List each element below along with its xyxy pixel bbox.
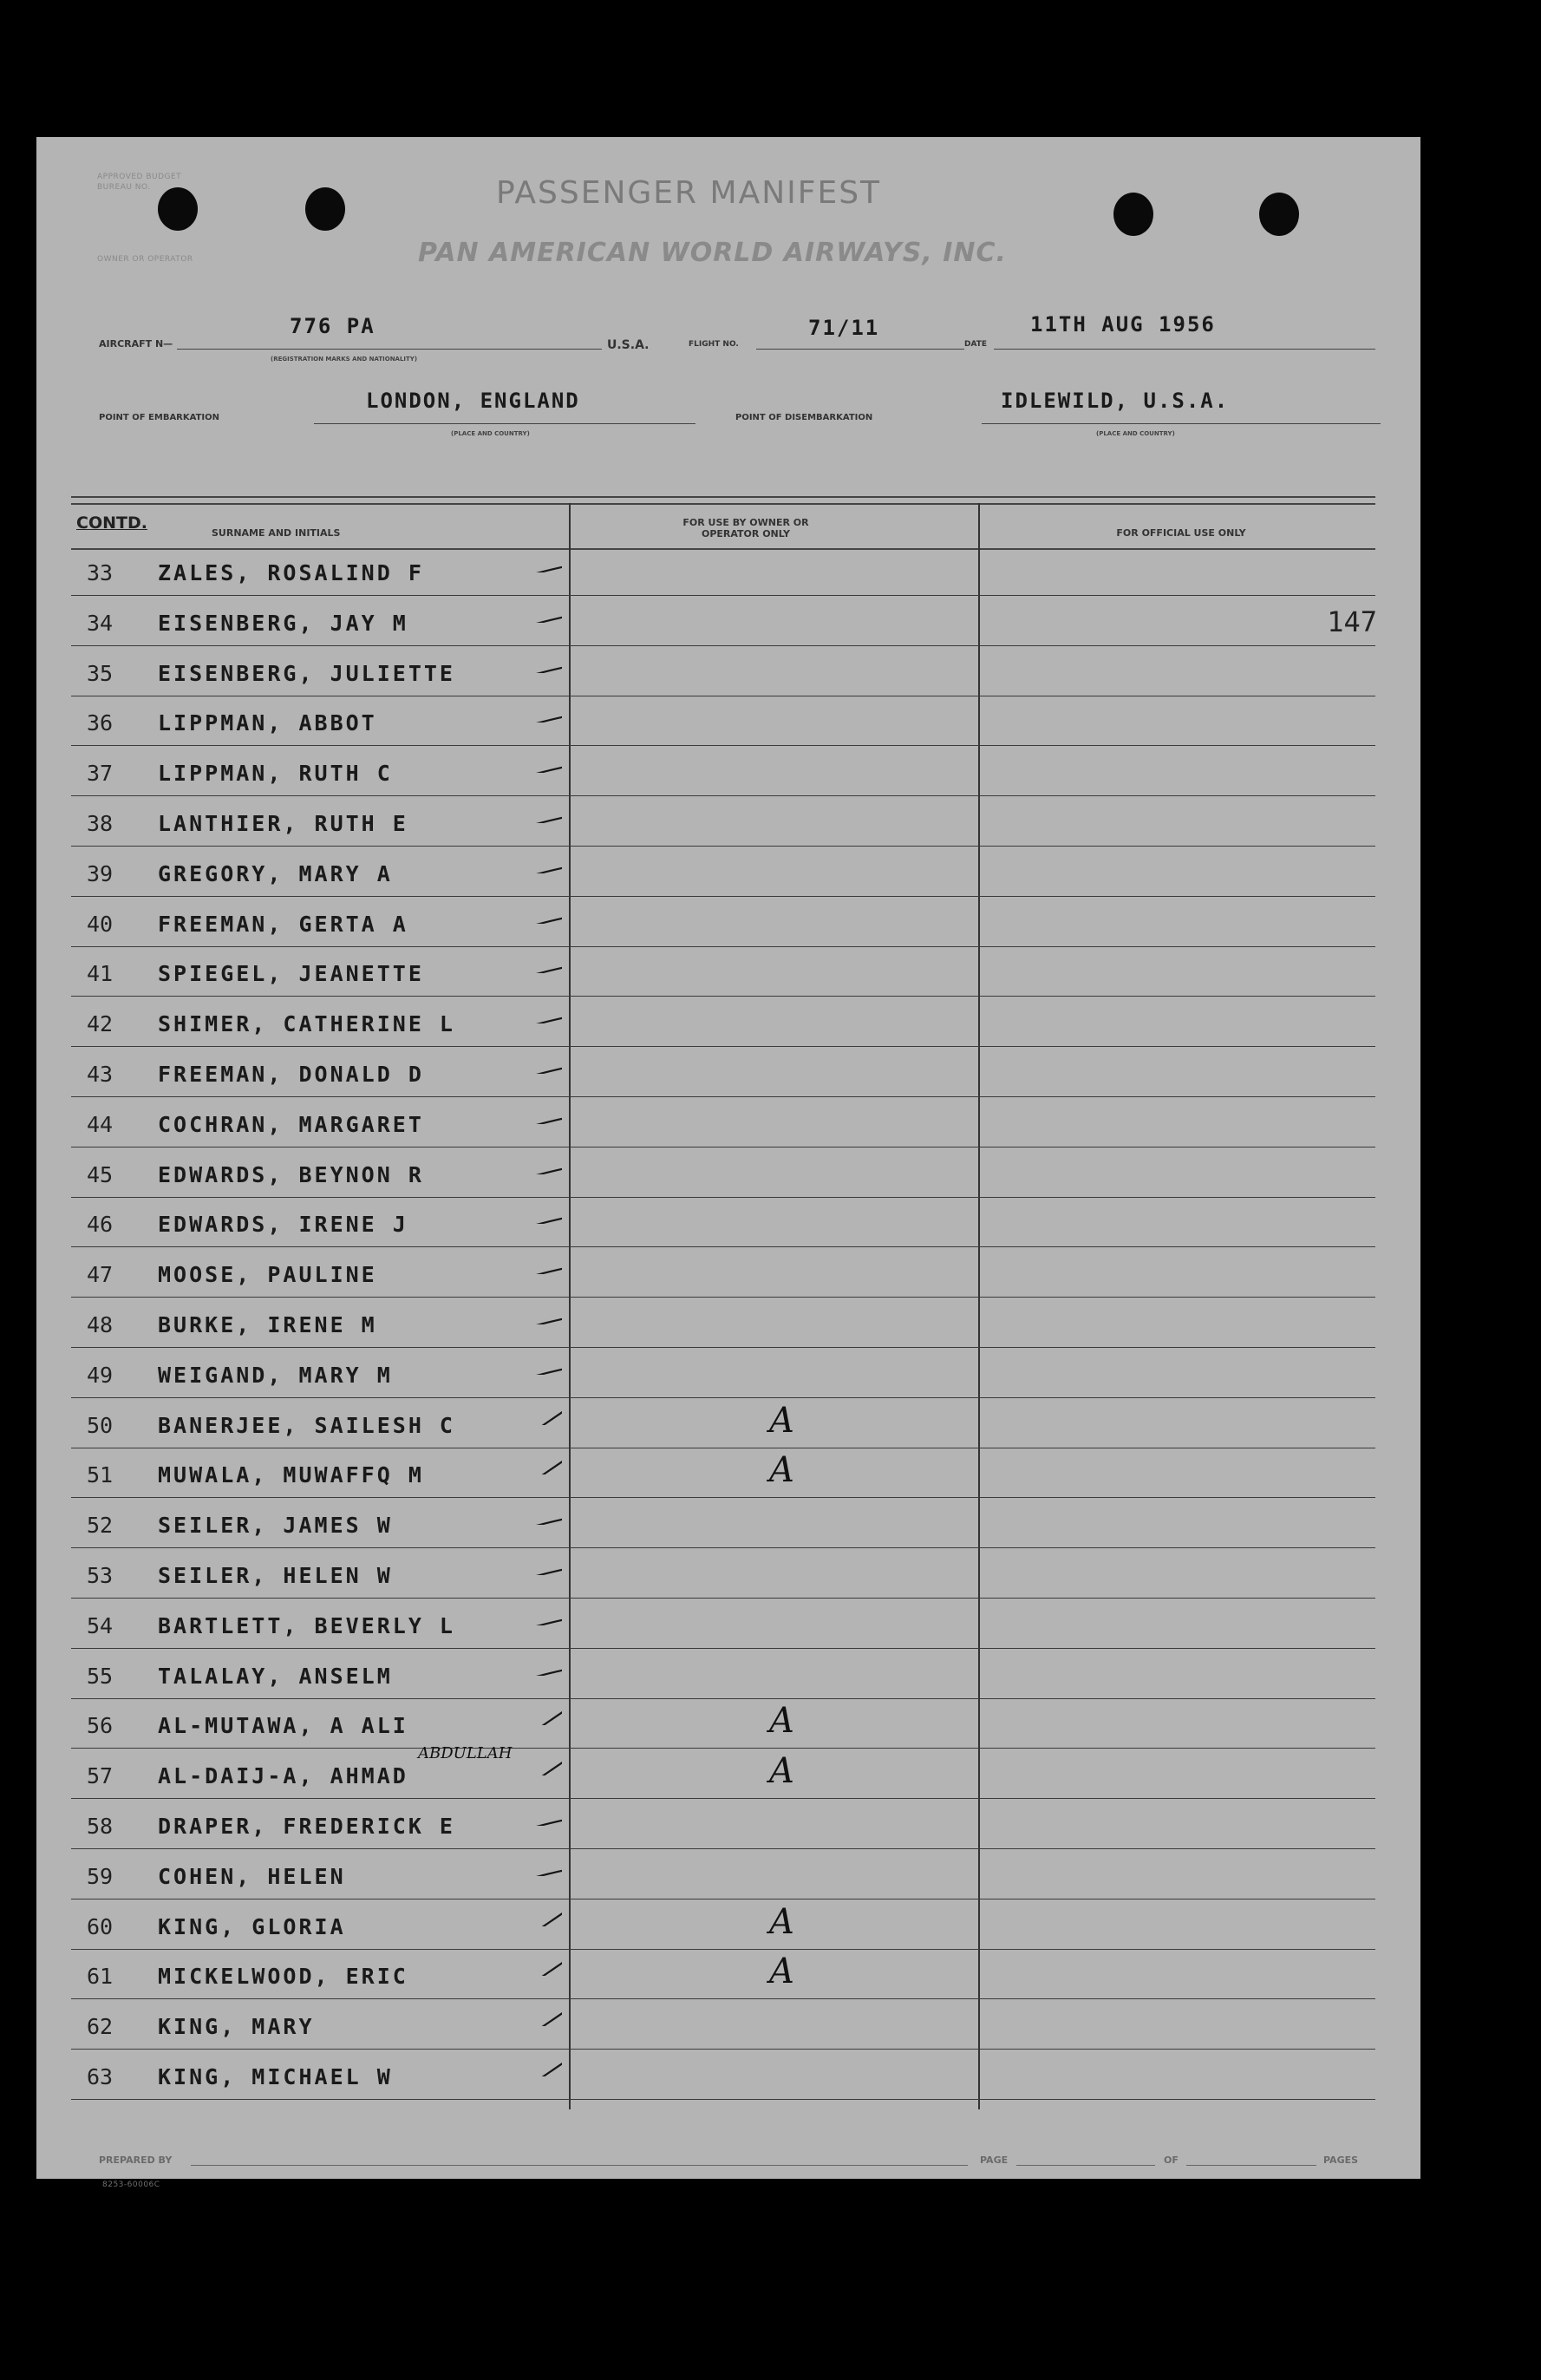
official-value: 147 [1327,605,1377,638]
col-surname-header: SURNAME AND INITIALS [212,527,341,539]
row-number: 47 [87,1262,114,1288]
passenger-name: SPIEGEL, JEANETTE [158,961,424,987]
tick-stroke-icon [484,1655,562,1676]
passenger-name: GREGORY, MARY A [158,860,393,886]
table-row [36,1850,1420,1899]
tick-stroke-icon [484,1253,562,1274]
checkmark-icon [484,1404,562,1425]
tick-stroke-icon [484,1304,562,1324]
row-number: 51 [87,1462,114,1488]
table-row [36,1098,1420,1148]
row-number: 40 [87,911,114,937]
passenger-name: COHEN, HELEN [158,1863,346,1889]
row-number: 49 [87,1362,114,1388]
tick-stroke-icon [484,602,562,623]
row-number: 59 [87,1863,114,1889]
disembark-label: POINT OF DISEMBARKATION [735,413,873,422]
passenger-name: SEILER, JAMES W [158,1513,393,1539]
tick-stroke-icon [484,1605,562,1625]
table-row [36,1248,1420,1298]
aircraft-label: AIRCRAFT N— [99,338,173,350]
tick-stroke-icon [484,853,562,873]
row-number: 46 [87,1212,114,1238]
row-number: 57 [87,1763,114,1789]
passenger-name: KING, MICHAEL W [158,2064,393,2089]
row-number: 44 [87,1111,114,1137]
checkmark-icon [484,1454,562,1474]
punch-hole [158,187,198,231]
disembark-value: IDLEWILD, U.S.A. [1001,389,1230,413]
passenger-name: EDWARDS, IRENE J [158,1212,408,1238]
table-row [36,2050,1420,2100]
passenger-name: AL-MUTAWA, A ALI [158,1713,408,1739]
punch-hole [1113,193,1153,236]
table-row [36,1800,1420,1849]
aircraft-sub: (REGISTRATION MARKS AND NATIONALITY) [271,356,418,363]
checkmark-icon [484,2005,562,2026]
tick-stroke-icon [484,702,562,722]
pages-label: PAGES [1323,2154,1359,2166]
tick-stroke-icon [484,1354,562,1375]
passenger-name: FREEMAN, GERTA A [158,911,408,937]
table-row [36,997,1420,1047]
row-number: 33 [87,560,114,585]
operator-code: A [769,1901,794,1942]
page-label: PAGE [980,2154,1009,2166]
table-row [36,1448,1420,1498]
table-row [36,797,1420,847]
row-number: 54 [87,1612,114,1638]
passenger-name: DRAPER, FREDERICK E [158,1814,455,1839]
tick-stroke-icon [484,752,562,773]
passenger-name: COCHRAN, MARGARET [158,1111,424,1137]
table-row [36,696,1420,746]
passenger-name: EDWARDS, BEYNON R [158,1161,424,1187]
disembark-sub: (PLACE AND COUNTRY) [1096,430,1175,437]
row-number: 45 [87,1161,114,1187]
row-number: 63 [87,2064,114,2089]
table-row [36,647,1420,696]
contd-label: CONTD. [76,513,147,533]
table-row [36,2000,1420,2050]
tick-stroke-icon [484,1203,562,1224]
embark-value: LONDON, ENGLAND [366,389,580,413]
of-label: OF [1164,2154,1179,2166]
passenger-name: KING, GLORIA [158,1913,346,1939]
airline-name: PAN AMERICAN WORLD AIRWAYS, INC. [418,238,1007,268]
usa-label: U.S.A. [607,338,650,352]
passenger-name: BURKE, IRENE M [158,1312,377,1337]
row-number: 39 [87,860,114,886]
passenger-name: TALALAY, ANSELM [158,1663,393,1689]
row-number: 55 [87,1663,114,1689]
table-row [36,1048,1420,1097]
table-row [36,546,1420,596]
tick-stroke-icon [484,1805,562,1826]
row-number: 50 [87,1412,114,1438]
checkmark-icon [484,1955,562,1976]
tick-stroke-icon [484,652,562,673]
passenger-name: LIPPMAN, RUTH C [158,761,393,787]
passenger-name: BARTLETT, BEVERLY L [158,1612,455,1638]
row-number: 38 [87,811,114,836]
tick-stroke-icon [484,1103,562,1124]
row-number: 60 [87,1913,114,1939]
table-row [36,1650,1420,1699]
tick-stroke-icon [484,952,562,973]
manifest-sheet [36,137,1420,2189]
date-value: 11TH AUG 1956 [1030,312,1216,337]
passenger-name: LANTHIER, RUTH E [158,811,408,836]
table-row [36,1148,1420,1198]
passenger-name: BANERJEE, SAILESH C [158,1412,455,1438]
form-number: 8253-60006C [102,2181,160,2189]
tick-stroke-icon [484,1554,562,1575]
col-official-header: FOR OFFICIAL USE ONLY [1116,527,1246,539]
table-row [36,1900,1420,1950]
table-row [36,1744,1420,1799]
embark-sub: (PLACE AND COUNTRY) [451,430,530,437]
row-number: 34 [87,610,114,636]
row-number: 35 [87,660,114,686]
table-row [36,1349,1420,1398]
checkmark-icon [484,1704,562,1725]
row-number: 58 [87,1814,114,1839]
table-row [36,847,1420,897]
passenger-name: AL-DAIJ-A, AHMAD [158,1763,408,1789]
checkmark-icon [484,1906,562,1926]
punch-hole [305,187,345,231]
table-row [36,1198,1420,1247]
operator-code: A [769,1952,794,1992]
passenger-name: SEILER, HELEN W [158,1563,393,1588]
operator-code: A [769,1751,794,1792]
date-label: DATE [964,340,988,349]
row-number: 36 [87,710,114,736]
row-number: 41 [87,961,114,987]
punch-hole [1259,193,1299,236]
prepared-label: PREPARED BY [99,2154,173,2166]
row-number: 53 [87,1563,114,1588]
table-row [36,1298,1420,1348]
passenger-name: KING, MARY [158,2014,315,2040]
row-number: 62 [87,2014,114,2040]
row-divider [71,2099,1375,2100]
table-row [36,1549,1420,1599]
checkmark-icon [484,2056,562,2076]
table-row [36,1599,1420,1649]
operator-code: A [769,1400,794,1441]
passenger-name: SHIMER, CATHERINE L [158,1011,455,1037]
table-row [36,747,1420,796]
passenger-name: MOOSE, PAULINE [158,1262,377,1288]
tick-stroke-icon [484,552,562,572]
operator-code: A [769,1701,794,1742]
flight-value: 71/11 [808,316,880,340]
tick-stroke-icon [484,1053,562,1074]
passenger-name: EISENBERG, JULIETTE [158,660,455,686]
row-number: 43 [87,1062,114,1087]
passenger-name: WEIGAND, MARY M [158,1362,393,1388]
table-row [36,597,1420,646]
operator-code: A [769,1450,794,1491]
row-number: 56 [87,1713,114,1739]
passenger-name: EISENBERG, JAY M [158,610,408,636]
passenger-name: LIPPMAN, ABBOT [158,710,377,736]
handwritten-note: ABDULLAH [418,1744,513,1763]
approved-stamp: APPROVED BUDGET BUREAU NO. [97,173,182,192]
table-row [36,947,1420,997]
tick-stroke-icon [484,1504,562,1525]
passenger-name: ZALES, ROSALIND F [158,560,424,585]
table-row [36,898,1420,947]
row-number: 37 [87,761,114,787]
aircraft-value: 776 PA [290,314,375,338]
tick-stroke-icon [484,1154,562,1174]
embark-label: POINT OF EMBARKATION [99,413,220,422]
table-row [36,1950,1420,1999]
tick-stroke-icon [484,1855,562,1876]
tick-stroke-icon [484,802,562,823]
form-title: PASSENGER MANIFEST [496,175,882,211]
col-operator-header: FOR USE BY OWNER OR OPERATOR ONLY [682,517,809,539]
table-row [36,1499,1420,1548]
row-number: 61 [87,1964,114,1990]
tick-stroke-icon [484,1003,562,1023]
table-row [36,1699,1420,1749]
passenger-name: MICKELWOOD, ERIC [158,1964,408,1990]
row-number: 42 [87,1011,114,1037]
passenger-name: MUWALA, MUWAFFQ M [158,1462,424,1488]
row-number: 52 [87,1513,114,1539]
owner-label: OWNER OR OPERATOR [97,255,193,264]
passenger-name: FREEMAN, DONALD D [158,1062,424,1087]
row-number: 48 [87,1312,114,1337]
tick-stroke-icon [484,903,562,924]
table-row [36,1399,1420,1448]
flight-label: FLIGHT NO. [689,340,739,349]
